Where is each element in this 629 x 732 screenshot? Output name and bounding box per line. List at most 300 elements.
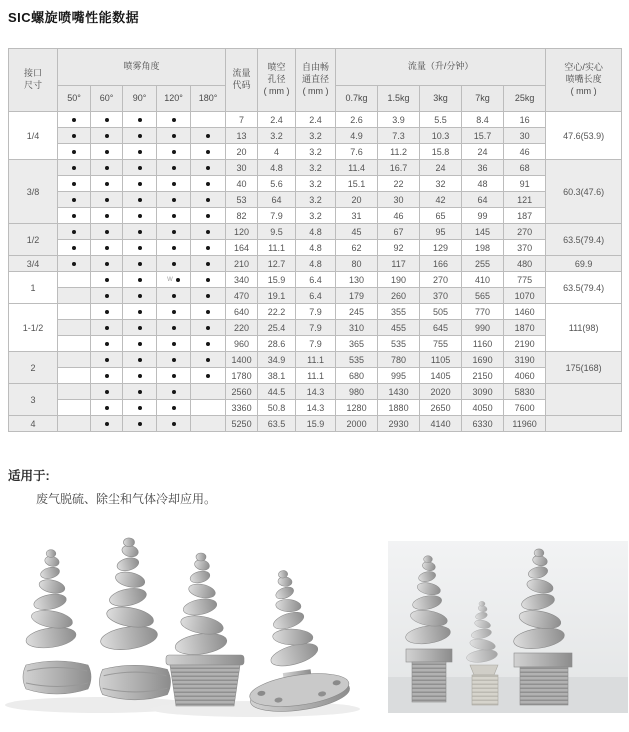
passage-cell: 14.3 [296,400,336,416]
availability-dot [172,150,176,154]
header-pressure-25kg: 25kg [504,86,546,112]
flow-value-cell: 1405 [420,368,462,384]
angle-dot-cell [123,192,157,208]
angle-dot-cell [91,320,123,336]
availability-dot [172,406,176,410]
flow-value-cell: 67 [378,224,420,240]
angle-dot-cell [157,416,191,432]
angle-dot-cell [123,384,157,400]
flow-value-cell: 270 [504,224,546,240]
port-size-cell: 2 [9,352,58,384]
angle-dot-cell [191,176,226,192]
flow-value-cell: 2190 [504,336,546,352]
angle-dot-cell [191,416,226,432]
availability-dot [105,246,109,250]
flow-value-cell: 4140 [420,416,462,432]
flow-code-cell: 470 [226,288,258,304]
angle-dot-cell [91,304,123,320]
availability-dot [72,182,76,186]
flow-code-cell: 40 [226,176,258,192]
table-row [9,160,622,176]
flow-value-cell: 92 [378,240,420,256]
flow-value-cell: 990 [462,320,504,336]
flow-value-cell: 3.9 [378,112,420,128]
passage-cell: 3.2 [296,176,336,192]
availability-dot [206,134,210,138]
table-row [9,240,622,256]
availability-dot [105,422,109,426]
flow-code-cell: 120 [226,224,258,240]
passage-cell: 7.9 [296,336,336,352]
orifice-cell: 63.5 [258,416,296,432]
orifice-cell: 34.9 [258,352,296,368]
angle-dot-cell [91,208,123,224]
passage-cell: 6.4 [296,288,336,304]
availability-dot [138,230,142,234]
angle-dot-cell [123,240,157,256]
availability-dot [206,278,210,282]
flow-code-cell: 53 [226,192,258,208]
passage-cell: 7.9 [296,304,336,320]
header-spray-angle: 喷雾角度 [58,49,226,86]
flow-value-cell: 255 [462,256,504,272]
flow-value-cell: 31 [336,208,378,224]
flow-value-cell: 4060 [504,368,546,384]
angle-dot-cell [91,224,123,240]
availability-dot [172,358,176,362]
angle-dot-cell [157,128,191,144]
passage-cell: 4.8 [296,240,336,256]
availability-dot [72,230,76,234]
angle-dot-cell [157,240,191,256]
angle-dot-cell [191,192,226,208]
flow-value-cell: 480 [504,256,546,272]
availability-dot [206,246,210,250]
length-cell [546,384,622,416]
flow-value-cell: 2.6 [336,112,378,128]
angle-dot-cell [91,272,123,288]
flow-value-cell: 99 [462,208,504,224]
passage-cell: 3.2 [296,160,336,176]
angle-dot-cell [191,352,226,368]
flow-value-cell: 680 [336,368,378,384]
angle-dot-cell [157,192,191,208]
header-pressure-7kg: 7kg [462,86,504,112]
header-flow-code: 流量 代码 [226,49,258,112]
angle-dot-cell [58,400,91,416]
angle-dot-cell [123,160,157,176]
availability-dot [72,150,76,154]
header-pressure-15kg: 1.5kg [378,86,420,112]
flow-value-cell: 15.7 [462,128,504,144]
application-text: 废气脱硫、除尘和气体冷却应用。 [36,492,217,506]
angle-dot-cell [58,288,91,304]
flow-value-cell: 187 [504,208,546,224]
angle-dot-cell [123,224,157,240]
availability-dot [138,390,142,394]
port-size-cell: 3 [9,384,58,416]
orifice-cell: 38.1 [258,368,296,384]
availability-dot [176,278,180,282]
flow-value-cell: 30 [378,192,420,208]
flow-value-cell: 24 [462,144,504,160]
table-row [9,352,622,368]
flow-value-cell: 32 [420,176,462,192]
flow-value-cell: 535 [336,352,378,368]
availability-dot [206,294,210,298]
spiral-nozzle-pot-2 [99,538,170,700]
orifice-cell: 15.9 [258,272,296,288]
table-row [9,112,622,128]
angle-dot-cell [157,112,191,128]
flow-value-cell: 2650 [420,400,462,416]
availability-dot [138,246,142,250]
angle-dot-cell [191,272,226,288]
product-photos [0,525,629,732]
angle-dot-cell [123,176,157,192]
angle-dot-cell [157,384,191,400]
flow-value-cell: 179 [336,288,378,304]
angle-dot-cell [191,224,226,240]
flow-value-cell: 11960 [504,416,546,432]
availability-dot [105,342,109,346]
availability-dot [72,246,76,250]
page-title: SIC螺旋喷嘴性能数据 [8,10,140,25]
availability-dot [138,198,142,202]
angle-dot-cell [123,112,157,128]
orifice-cell: 50.8 [258,400,296,416]
angle-dot-cell [91,160,123,176]
angle-dot-cell [58,304,91,320]
flow-value-cell: 770 [462,304,504,320]
availability-dot [105,374,109,378]
angle-dot-cell [123,144,157,160]
flow-value-cell: 16.7 [378,160,420,176]
flow-value-cell: 68 [504,160,546,176]
port-size-cell: 1/4 [9,112,58,160]
flow-value-cell: 46 [504,144,546,160]
table-row [9,288,622,304]
angle-dot-cell [123,304,157,320]
orifice-cell: 22.2 [258,304,296,320]
port-size-cell: 3/8 [9,160,58,224]
flow-value-cell: 5.5 [420,112,462,128]
flow-value-cell: 755 [420,336,462,352]
availability-dot [105,230,109,234]
availability-dot [172,326,176,330]
table-body [9,112,622,432]
flow-value-cell: 46 [378,208,420,224]
angle-dot-cell [157,256,191,272]
availability-dot [72,214,76,218]
length-cell: 47.6(53.9) [546,112,622,160]
flow-code-cell: 30 [226,160,258,176]
flow-value-cell: 370 [504,240,546,256]
flow-value-cell: 780 [378,352,420,368]
availability-dot [105,278,109,282]
flow-value-cell: 2000 [336,416,378,432]
spiral-nozzle-threaded-cone [166,553,244,706]
flow-value-cell: 42 [420,192,462,208]
angle-dot-cell [91,368,123,384]
header-orifice: 喷空 孔径 ( mm ) [258,49,296,112]
angle-dot-cell [157,400,191,416]
passage-cell: 4.8 [296,256,336,272]
flow-value-cell: 22 [378,176,420,192]
flow-value-cell: 36 [462,160,504,176]
angle-dot-cell [191,128,226,144]
passage-cell: 3.2 [296,208,336,224]
availability-dot [206,310,210,314]
angle-dot-cell [157,144,191,160]
flow-code-cell: 13 [226,128,258,144]
flow-value-cell: 121 [504,192,546,208]
flow-code-cell: 220 [226,320,258,336]
availability-dot [72,262,76,266]
availability-dot [172,262,176,266]
flow-value-cell: 310 [336,320,378,336]
flow-value-cell: 20 [336,192,378,208]
flow-value-cell: 11.4 [336,160,378,176]
flow-code-cell: 164 [226,240,258,256]
passage-cell: 4.8 [296,224,336,240]
angle-dot-cell [157,160,191,176]
flow-value-cell: 980 [336,384,378,400]
availability-dot [138,150,142,154]
availability-dot [138,262,142,266]
port-size-cell: 1 [9,272,58,304]
flow-code-cell: 1780 [226,368,258,384]
passage-cell: 3.2 [296,144,336,160]
flow-value-cell: 64 [462,192,504,208]
angle-dot-cell [58,176,91,192]
flow-value-cell: 15.1 [336,176,378,192]
application-heading: 适用于: [8,469,50,483]
orifice-cell: 9.5 [258,224,296,240]
flow-value-cell: 535 [378,336,420,352]
flow-code-cell: 82 [226,208,258,224]
angle-dot-cell [191,256,226,272]
availability-dot [206,342,210,346]
orifice-cell: 4 [258,144,296,160]
table-row [9,416,622,432]
performance-table [8,48,622,432]
flow-value-cell: 370 [420,288,462,304]
flow-value-cell: 95 [420,224,462,240]
nozzle-photo-cluster-middle [150,553,360,717]
angle-dot-cell [91,176,123,192]
availability-dot [105,182,109,186]
angle-dot-cell [157,272,191,288]
angle-dot-cell [157,224,191,240]
angle-dot-cell [123,400,157,416]
availability-dot [105,406,109,410]
angle-dot-cell [58,144,91,160]
flow-value-cell: 4050 [462,400,504,416]
table-row [9,224,622,240]
availability-dot [105,198,109,202]
angle-dot-cell [123,368,157,384]
angle-dot-cell [123,416,157,432]
flow-value-cell: 565 [462,288,504,304]
header-angle-120: 120° [157,86,191,112]
angle-dot-cell [157,320,191,336]
flow-value-cell: 1105 [420,352,462,368]
availability-dot [72,198,76,202]
angle-dot-cell [191,112,226,128]
flow-value-cell: 1430 [378,384,420,400]
angle-dot-cell [58,352,91,368]
angle-dot-cell [58,240,91,256]
flow-code-cell: 960 [226,336,258,352]
angle-dot-cell [157,336,191,352]
availability-dot [105,150,109,154]
flow-value-cell: 270 [420,272,462,288]
angle-dot-cell [91,112,123,128]
angle-dot-cell [91,384,123,400]
availability-dot [172,390,176,394]
angle-dot-cell [191,336,226,352]
availability-dot [105,118,109,122]
flow-value-cell: 7.6 [336,144,378,160]
angle-dot-cell [191,208,226,224]
angle-dot-cell [191,240,226,256]
length-cell: 63.5(79.4) [546,272,622,304]
table-row [9,400,622,416]
availability-dot [138,374,142,378]
availability-dot [172,422,176,426]
flow-value-cell: 190 [378,272,420,288]
angle-dot-cell [58,208,91,224]
table-row [9,256,622,272]
port-size-cell: 1-1/2 [9,304,58,352]
availability-dot [172,182,176,186]
table-row [9,208,622,224]
angle-dot-cell [58,112,91,128]
flow-value-cell: 117 [378,256,420,272]
availability-dot [105,214,109,218]
availability-dot [138,182,142,186]
availability-dot [172,310,176,314]
angle-dot-cell [58,368,91,384]
availability-dot [206,166,210,170]
availability-dot [72,134,76,138]
availability-dot [105,326,109,330]
table-row [9,192,622,208]
flow-value-cell: 16 [504,112,546,128]
passage-cell: 14.3 [296,384,336,400]
orifice-cell: 28.6 [258,336,296,352]
flow-value-cell: 775 [504,272,546,288]
flow-code-cell: 3360 [226,400,258,416]
flow-value-cell: 45 [336,224,378,240]
flow-value-cell: 1880 [378,400,420,416]
availability-dot [172,166,176,170]
availability-dot [105,294,109,298]
spiral-nozzle-pot-1 [23,550,91,694]
nozzle-photo-cluster-left [5,538,195,713]
orifice-cell: 64 [258,192,296,208]
availability-dot [138,358,142,362]
flow-value-cell: 1160 [462,336,504,352]
header-nozzle-length: 空心/实心 喷嘴长度 ( mm ) [546,49,622,112]
availability-dot [138,294,142,298]
angle-dot-cell [91,256,123,272]
availability-dot [172,230,176,234]
availability-dot [138,118,142,122]
flow-value-cell: 48 [462,176,504,192]
passage-cell: 3.2 [296,128,336,144]
flow-code-cell: 20 [226,144,258,160]
angle-dot-cell [58,128,91,144]
flow-value-cell: 995 [378,368,420,384]
angle-dot-cell [191,320,226,336]
table-row [9,336,622,352]
angle-dot-cell [58,272,91,288]
flow-value-cell: 4.9 [336,128,378,144]
header-port-size: 接口 尺寸 [9,49,58,112]
availability-dot [105,358,109,362]
flow-value-cell: 1460 [504,304,546,320]
flow-value-cell: 1280 [336,400,378,416]
flow-value-cell: 15.8 [420,144,462,160]
flow-code-cell: 640 [226,304,258,320]
angle-dot-cell [123,128,157,144]
flow-value-cell: 8.4 [462,112,504,128]
angle-dot-cell [58,416,91,432]
length-cell: 175(168) [546,352,622,384]
passage-cell: 7.9 [296,320,336,336]
availability-dot [105,134,109,138]
flow-code-cell: 1400 [226,352,258,368]
port-size-cell: 4 [9,416,58,432]
availability-dot [206,150,210,154]
angle-dot-cell [157,288,191,304]
flow-value-cell: 130 [336,272,378,288]
flow-value-cell: 24 [420,160,462,176]
angle-dot-cell [157,304,191,320]
availability-dot [105,390,109,394]
flow-value-cell: 2020 [420,384,462,400]
availability-dot [172,134,176,138]
flow-value-cell: 455 [378,320,420,336]
angle-dot-cell [91,336,123,352]
flow-code-cell: 5250 [226,416,258,432]
flow-value-cell: 7600 [504,400,546,416]
flow-value-cell: 410 [462,272,504,288]
availability-dot [172,214,176,218]
header-angle-90: 90° [123,86,157,112]
angle-dot-cell [91,144,123,160]
passage-cell: 2.4 [296,112,336,128]
availability-dot [105,166,109,170]
header-flow-rate: 流量（升/分钟） [336,49,546,86]
stray-mark: W [167,277,173,284]
angle-dot-cell [191,400,226,416]
availability-dot [138,406,142,410]
availability-dot [206,374,210,378]
table-row [9,368,622,384]
flow-value-cell: 2150 [462,368,504,384]
orifice-cell: 3.2 [258,128,296,144]
orifice-cell: 5.6 [258,176,296,192]
availability-dot [72,166,76,170]
passage-cell: 3.2 [296,192,336,208]
orifice-cell: 19.1 [258,288,296,304]
header-pressure-3kg: 3kg [420,86,462,112]
header-angle-180: 180° [191,86,226,112]
table-row [9,320,622,336]
